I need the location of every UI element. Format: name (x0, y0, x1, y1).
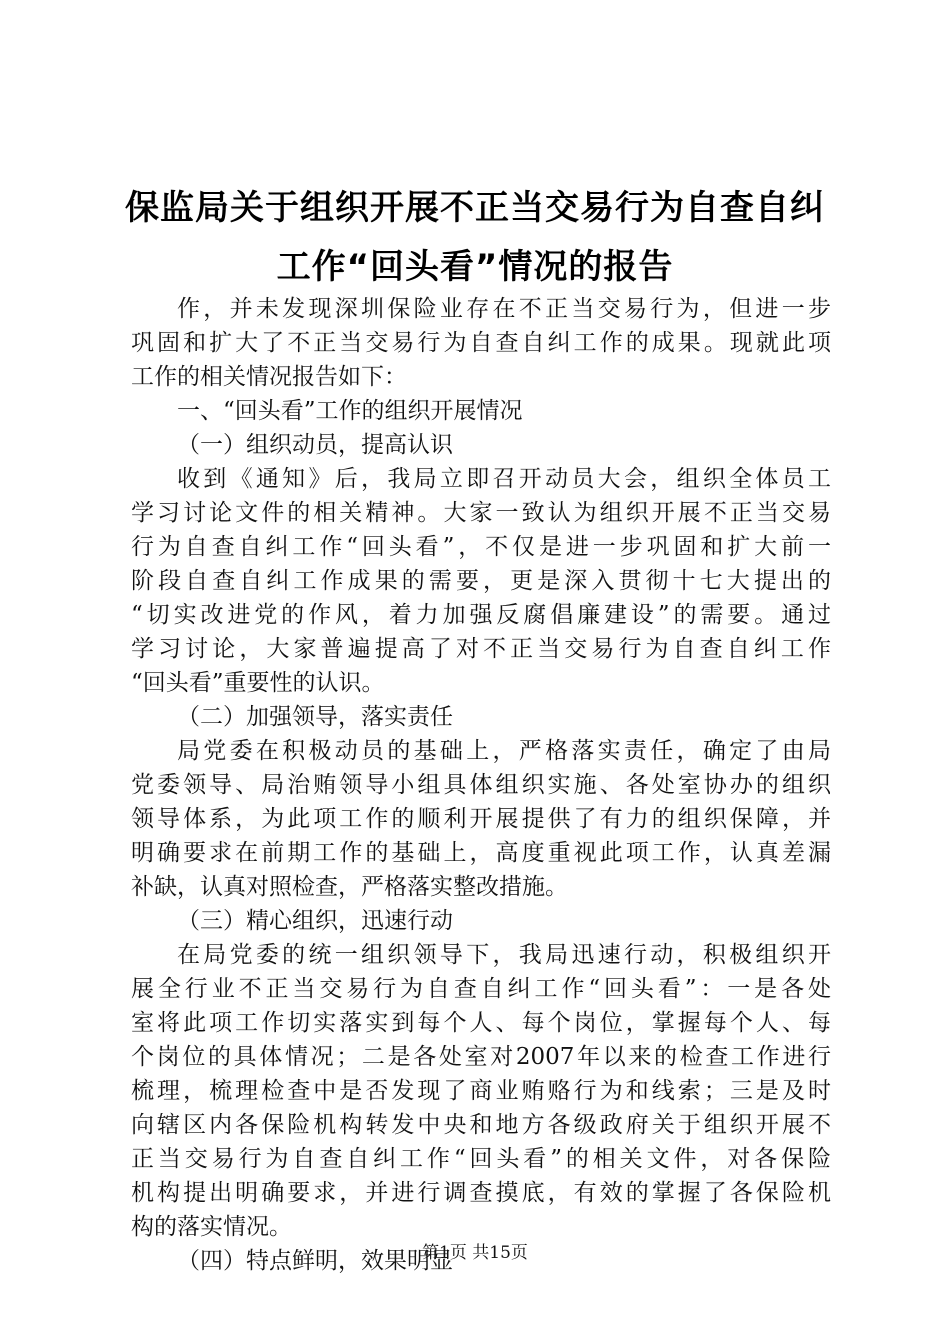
body-line: 梳理，梳理检查中是否发现了商业贿赂行为和线索；三是及时 (131, 1078, 831, 1104)
body-line: “切实改进党的作风，着力加强反腐倡廉建设”的需要。通过 (131, 602, 831, 628)
subsection-heading: （二）加强领导，落实责任 (177, 704, 453, 730)
body-line: 个岗位的具体情况；二是各处室对2007年以来的检查工作进行 (131, 1044, 831, 1070)
section-heading: 一、“回头看”工作的组织开展情况 (177, 398, 523, 424)
body-line: 作，并未发现深圳保险业存在不正当交易行为，但进一步 (177, 296, 831, 322)
body-line: 构的落实情况。 (131, 1214, 292, 1240)
body-line: 党委领导、局治贿领导小组具体组织实施、各处室协办的组织 (131, 772, 831, 798)
body-line: 展全行业不正当交易行为自查自纠工作“回头看”：一是各处 (131, 976, 831, 1002)
body-line: 学习讨论文件的相关精神。大家一致认为组织开展不正当交易 (131, 500, 831, 526)
subsection-heading: （四）特点鲜明，效果明显 (177, 1248, 453, 1274)
body-line: 正当交易行为自查自纠工作“回头看”的相关文件，对各保险 (131, 1146, 831, 1172)
body-line: 学习讨论，大家普遍提高了对不正当交易行为自查自纠工作 (131, 636, 831, 662)
body-line: 行为自查自纠工作“回头看”，不仅是进一步巩固和扩大前一 (131, 534, 831, 560)
body-line: 机构提出明确要求，并进行调查摸底，有效的掌握了各保险机 (131, 1180, 831, 1206)
body-line: 补缺，认真对照检查，严格落实整改措施。 (131, 874, 568, 900)
subsection-heading: （一）组织动员，提高认识 (177, 432, 453, 458)
body-line: 巩固和扩大了不正当交易行为自查自纠工作的成果。现就此项 (131, 330, 831, 356)
body-line: “回头看”重要性的认识。 (131, 670, 385, 696)
subsection-heading: （三）精心组织，迅速行动 (177, 908, 453, 934)
body-line: 室将此项工作切实落实到每个人、每个岗位，掌握每个人、每 (131, 1010, 831, 1036)
document-body (131, 292, 831, 1278)
body-line: 在局党委的统一组织领导下，我局迅速行动，积极组织开 (177, 942, 831, 968)
body-line: 明确要求在前期工作的基础上，高度重视此项工作，认真差漏 (131, 840, 831, 866)
body-line: 局党委在积极动员的基础上，严格落实责任，确定了由局 (177, 738, 831, 764)
body-line: 工作的相关情况报告如下： (131, 364, 407, 390)
document-title-line-1: 保监局关于组织开展不正当交易行为自查自纠 (125, 188, 825, 228)
page-footer: 第1页 共15页 (422, 1243, 528, 1263)
body-line: 向辖区内各保险机构转发中央和地方各级政府关于组织开展不 (131, 1112, 831, 1138)
document-title-line-2: 工作“回头看”情况的报告 (276, 247, 674, 287)
body-line: 阶段自查自纠工作成果的需要，更是深入贯彻十七大提出的 (131, 568, 831, 594)
body-line: 领导体系，为此项工作的顺利开展提供了有力的组织保障，并 (131, 806, 831, 832)
body-line: 收到《通知》后，我局立即召开动员大会，组织全体员工 (177, 466, 831, 492)
